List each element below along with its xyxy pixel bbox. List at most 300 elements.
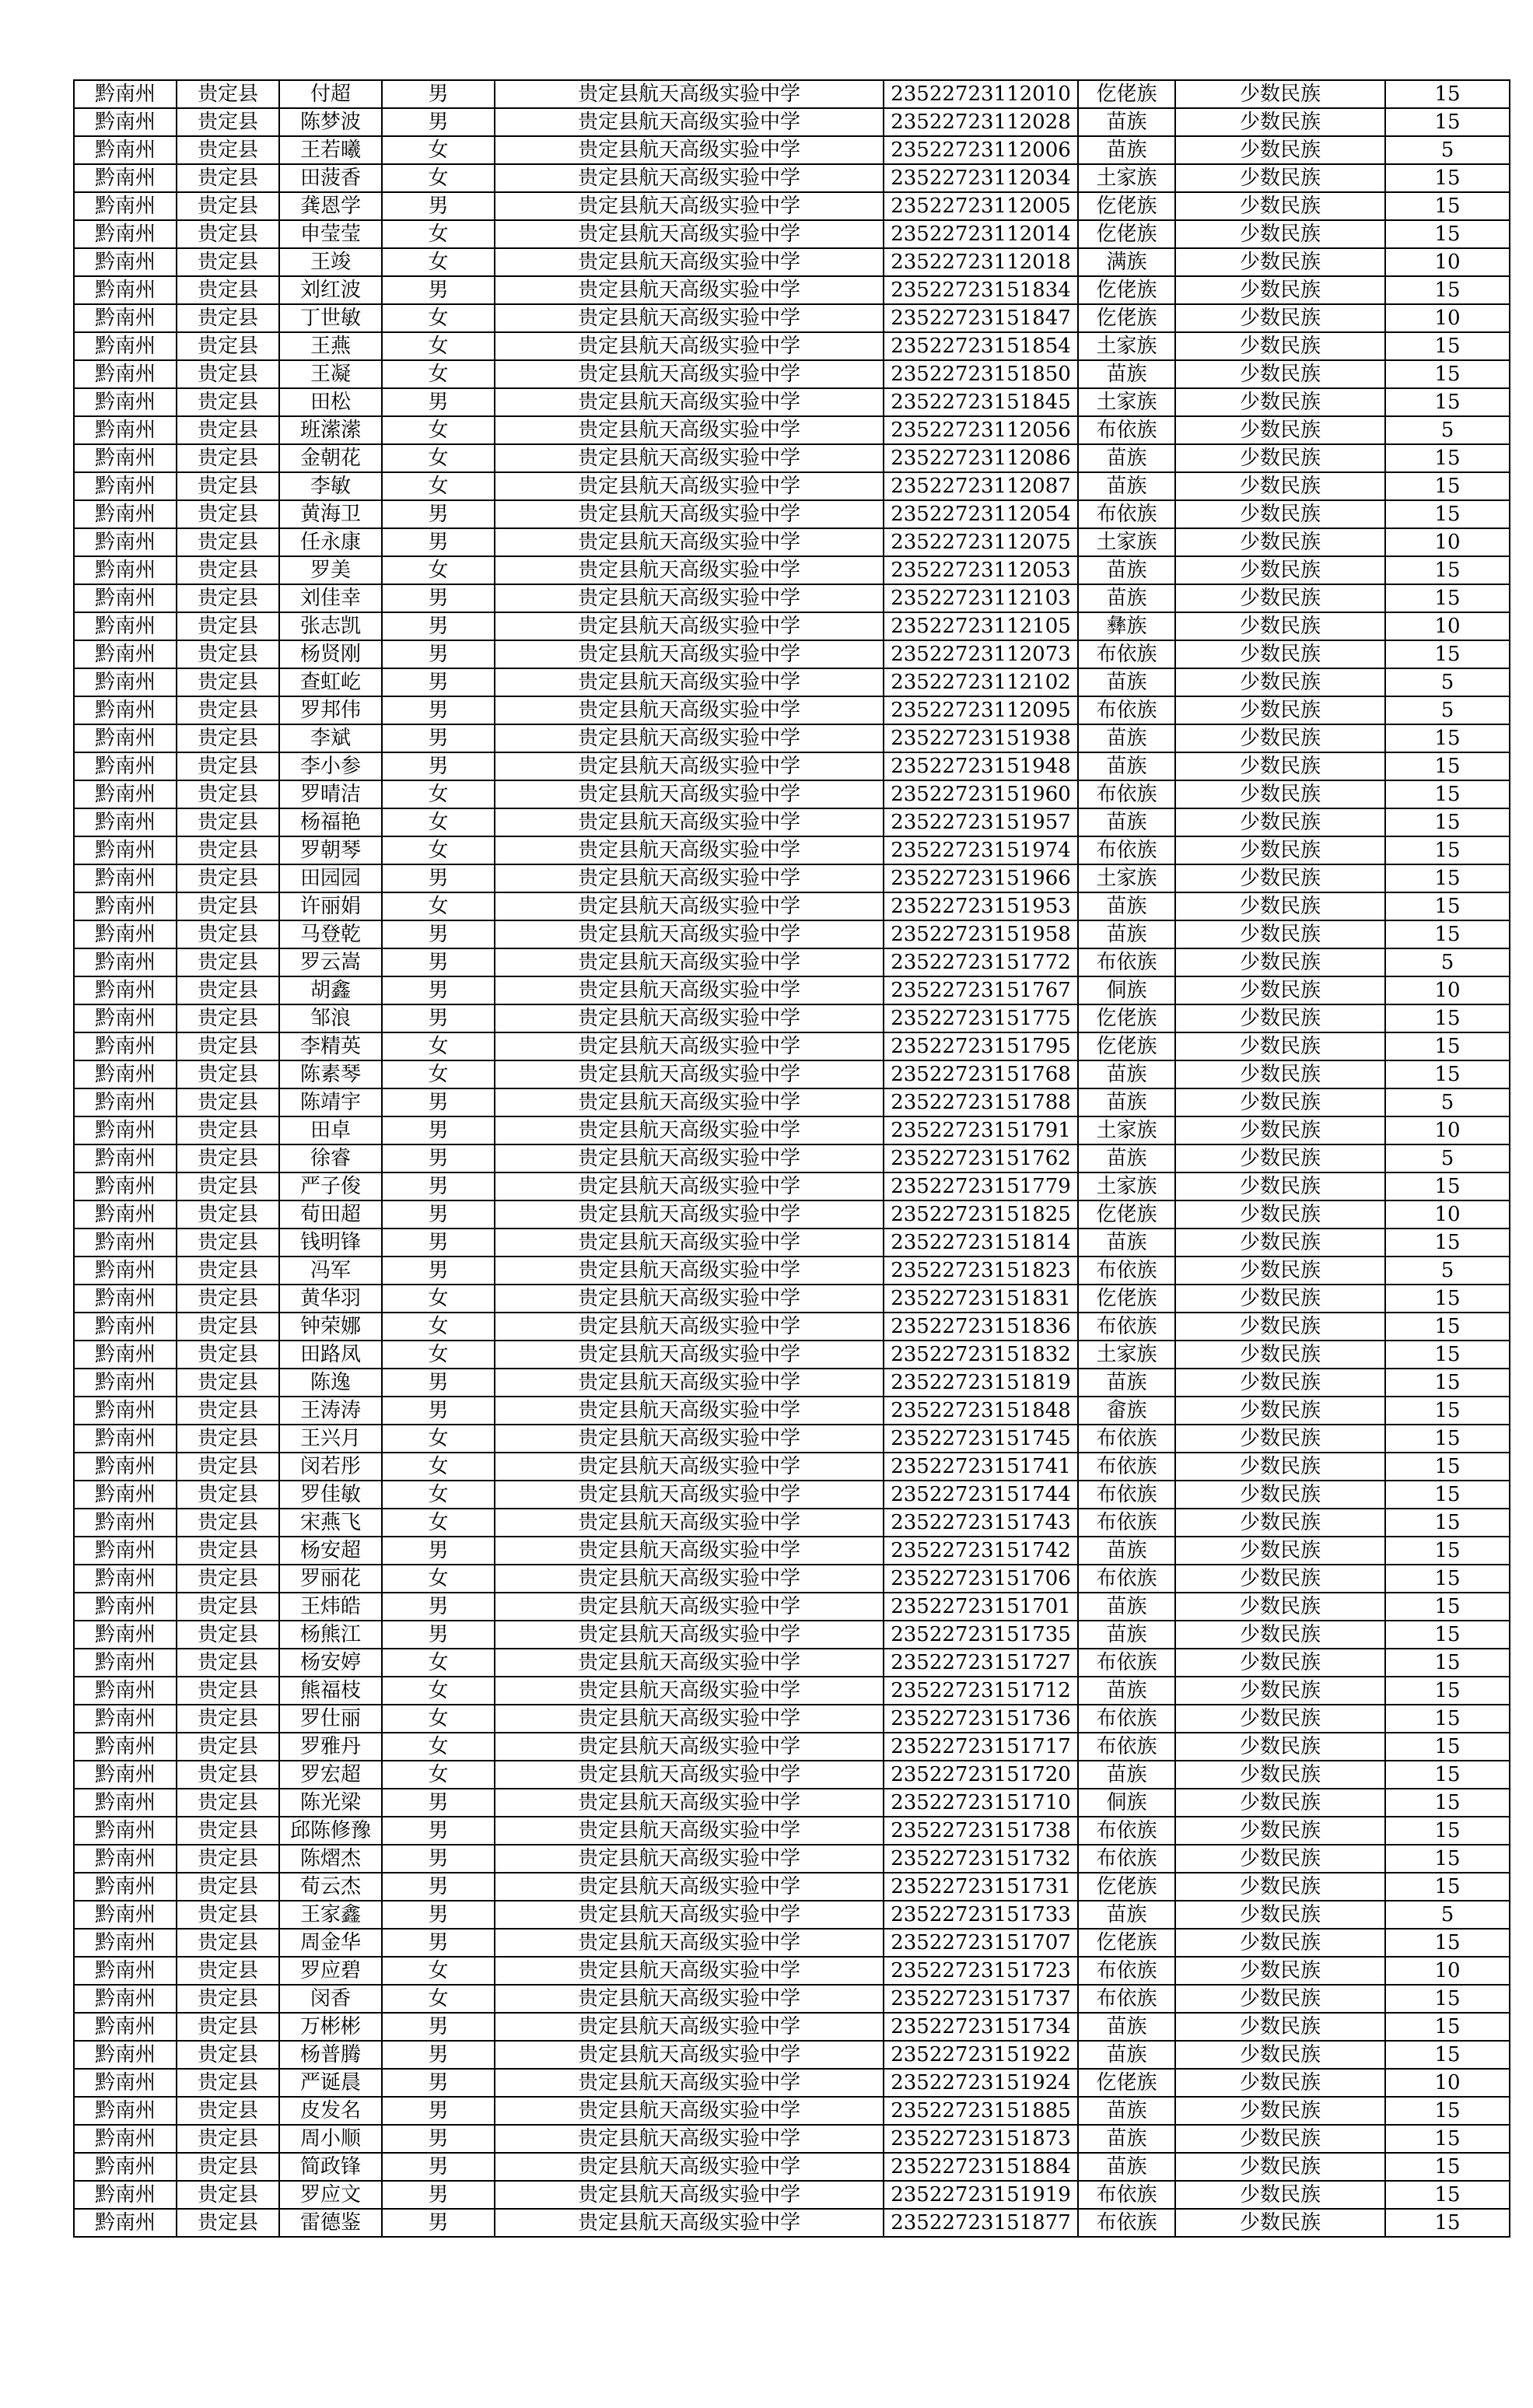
- county-cell: 贵定县: [177, 976, 279, 1004]
- table-row: [74, 892, 1510, 920]
- exam-id-cell: 23522723112006: [884, 136, 1078, 164]
- category-cell: 少数民族: [1175, 1649, 1385, 1677]
- school-cell: 贵定县航天高级实验中学: [495, 1088, 884, 1116]
- bonus-points-cell: 15: [1385, 1285, 1510, 1313]
- county-cell: 贵定县: [177, 1453, 279, 1481]
- bonus-points-cell: 15: [1385, 724, 1510, 752]
- school-cell: 贵定县航天高级实验中学: [495, 500, 884, 528]
- table-row: [74, 80, 1510, 108]
- gender-cell: 男: [382, 2013, 495, 2041]
- county-cell: 贵定县: [177, 1397, 279, 1425]
- exam-id-cell: 23522723151924: [884, 2069, 1078, 2097]
- county-cell: 贵定县: [177, 1929, 279, 1957]
- table-row: [74, 2153, 1510, 2181]
- ethnicity-cell: 土家族: [1078, 864, 1175, 892]
- category-cell: 少数民族: [1175, 1088, 1385, 1116]
- school-cell: 贵定县航天高级实验中学: [495, 948, 884, 976]
- county-cell: 贵定县: [177, 2153, 279, 2181]
- gender-cell: 男: [382, 2153, 495, 2181]
- gender-cell: 男: [382, 2125, 495, 2153]
- table-row: [74, 1369, 1510, 1397]
- category-cell: 少数民族: [1175, 136, 1385, 164]
- table-row: [74, 948, 1510, 976]
- gender-cell: 女: [382, 164, 495, 192]
- name-cell: 罗朝琴: [279, 836, 382, 864]
- exam-id-cell: 23522723151707: [884, 1929, 1078, 1957]
- prefecture-cell: 黔南州: [74, 1901, 177, 1929]
- county-cell: 贵定县: [177, 1845, 279, 1873]
- exam-id-cell: 23522723151723: [884, 1957, 1078, 1985]
- table-row: [74, 1453, 1510, 1481]
- name-cell: 罗美: [279, 556, 382, 584]
- exam-id-cell: 23522723112014: [884, 220, 1078, 248]
- exam-id-cell: 23522723151736: [884, 1705, 1078, 1733]
- gender-cell: 男: [382, 2209, 495, 2237]
- county-cell: 贵定县: [177, 360, 279, 388]
- table-row: [74, 1901, 1510, 1929]
- prefecture-cell: 黔南州: [74, 1649, 177, 1677]
- category-cell: 少数民族: [1175, 80, 1385, 108]
- prefecture-cell: 黔南州: [74, 1116, 177, 1144]
- ethnicity-cell: 侗族: [1078, 976, 1175, 1004]
- school-cell: 贵定县航天高级实验中学: [495, 1593, 884, 1621]
- county-cell: 贵定县: [177, 584, 279, 612]
- prefecture-cell: 黔南州: [74, 948, 177, 976]
- exam-id-cell: 23522723151744: [884, 1481, 1078, 1509]
- school-cell: 贵定县航天高级实验中学: [495, 1929, 884, 1957]
- exam-id-cell: 23522723112086: [884, 444, 1078, 472]
- name-cell: 罗佳敏: [279, 1481, 382, 1509]
- table-row: [74, 360, 1510, 388]
- gender-cell: 男: [382, 668, 495, 696]
- school-cell: 贵定县航天高级实验中学: [495, 1649, 884, 1677]
- county-cell: 贵定县: [177, 2069, 279, 2097]
- prefecture-cell: 黔南州: [74, 2153, 177, 2181]
- bonus-points-cell: 15: [1385, 388, 1510, 416]
- category-cell: 少数民族: [1175, 1004, 1385, 1032]
- exam-id-cell: 23522723151845: [884, 388, 1078, 416]
- name-cell: 陈光梁: [279, 1789, 382, 1817]
- table-row: [74, 1060, 1510, 1088]
- table-row: [74, 2125, 1510, 2153]
- exam-id-cell: 23522723112102: [884, 668, 1078, 696]
- bonus-points-cell: 10: [1385, 1200, 1510, 1229]
- category-cell: 少数民族: [1175, 1593, 1385, 1621]
- prefecture-cell: 黔南州: [74, 808, 177, 836]
- table-row: [74, 1873, 1510, 1901]
- school-cell: 贵定县航天高级实验中学: [495, 1425, 884, 1453]
- table-row: [74, 1593, 1510, 1621]
- prefecture-cell: 黔南州: [74, 1677, 177, 1705]
- school-cell: 贵定县航天高级实验中学: [495, 584, 884, 612]
- table-row: [74, 1929, 1510, 1957]
- category-cell: 少数民族: [1175, 1985, 1385, 2013]
- name-cell: 周金华: [279, 1929, 382, 1957]
- table-row: [74, 864, 1510, 892]
- gender-cell: 女: [382, 836, 495, 864]
- name-cell: 罗应文: [279, 2181, 382, 2209]
- name-cell: 罗宏超: [279, 1761, 382, 1789]
- name-cell: 陈熠杰: [279, 1845, 382, 1873]
- ethnicity-cell: 布依族: [1078, 696, 1175, 724]
- gender-cell: 男: [382, 1257, 495, 1285]
- bonus-points-cell: 10: [1385, 612, 1510, 640]
- ethnicity-cell: 苗族: [1078, 892, 1175, 920]
- county-cell: 贵定县: [177, 1285, 279, 1313]
- category-cell: 少数民族: [1175, 976, 1385, 1004]
- name-cell: 罗雅丹: [279, 1733, 382, 1761]
- gender-cell: 女: [382, 416, 495, 444]
- exam-id-cell: 23522723151850: [884, 360, 1078, 388]
- bonus-points-cell: 15: [1385, 1313, 1510, 1341]
- prefecture-cell: 黔南州: [74, 332, 177, 360]
- category-cell: 少数民族: [1175, 612, 1385, 640]
- gender-cell: 女: [382, 1509, 495, 1537]
- bonus-points-cell: 15: [1385, 2153, 1510, 2181]
- county-cell: 贵定县: [177, 1172, 279, 1200]
- ethnicity-cell: 苗族: [1078, 1677, 1175, 1705]
- bonus-points-cell: 15: [1385, 332, 1510, 360]
- county-cell: 贵定县: [177, 2097, 279, 2125]
- county-cell: 贵定县: [177, 612, 279, 640]
- bonus-points-cell: 15: [1385, 2181, 1510, 2209]
- category-cell: 少数民族: [1175, 276, 1385, 304]
- prefecture-cell: 黔南州: [74, 192, 177, 220]
- ethnicity-cell: 苗族: [1078, 1593, 1175, 1621]
- school-cell: 贵定县航天高级实验中学: [495, 136, 884, 164]
- exam-id-cell: 23522723151873: [884, 2125, 1078, 2153]
- name-cell: 简政锋: [279, 2153, 382, 2181]
- exam-id-cell: 23522723151884: [884, 2153, 1078, 2181]
- bonus-points-cell: 15: [1385, 472, 1510, 500]
- school-cell: 贵定县航天高级实验中学: [495, 612, 884, 640]
- exam-id-cell: 23522723112005: [884, 192, 1078, 220]
- bonus-points-cell: 15: [1385, 1677, 1510, 1705]
- name-cell: 王燕: [279, 332, 382, 360]
- county-cell: 贵定县: [177, 2041, 279, 2069]
- exam-id-cell: 23522723151742: [884, 1537, 1078, 1565]
- bonus-points-cell: 5: [1385, 696, 1510, 724]
- ethnicity-cell: 仡佬族: [1078, 1929, 1175, 1957]
- table-row: [74, 1285, 1510, 1313]
- category-cell: 少数民族: [1175, 248, 1385, 276]
- exam-id-cell: 23522723151788: [884, 1088, 1078, 1116]
- ethnicity-cell: 苗族: [1078, 1060, 1175, 1088]
- category-cell: 少数民族: [1175, 2125, 1385, 2153]
- category-cell: 少数民族: [1175, 1565, 1385, 1593]
- gender-cell: 男: [382, 1789, 495, 1817]
- name-cell: 王若曦: [279, 136, 382, 164]
- name-cell: 陈逸: [279, 1369, 382, 1397]
- county-cell: 贵定县: [177, 1705, 279, 1733]
- bonus-points-cell: 15: [1385, 1397, 1510, 1425]
- category-cell: 少数民族: [1175, 1453, 1385, 1481]
- prefecture-cell: 黔南州: [74, 2041, 177, 2069]
- ethnicity-cell: 苗族: [1078, 584, 1175, 612]
- bonus-points-cell: 15: [1385, 1229, 1510, 1257]
- name-cell: 罗丽花: [279, 1565, 382, 1593]
- name-cell: 王竣: [279, 248, 382, 276]
- bonus-points-cell: 15: [1385, 1593, 1510, 1621]
- ethnicity-cell: 仡佬族: [1078, 80, 1175, 108]
- school-cell: 贵定县航天高级实验中学: [495, 444, 884, 472]
- ethnicity-cell: 苗族: [1078, 444, 1175, 472]
- school-cell: 贵定县航天高级实验中学: [495, 668, 884, 696]
- table-row: [74, 416, 1510, 444]
- school-cell: 贵定县航天高级实验中学: [495, 1817, 884, 1845]
- table-row: [74, 1313, 1510, 1341]
- roster-sheet: [73, 79, 1510, 2238]
- gender-cell: 女: [382, 780, 495, 808]
- bonus-points-cell: 15: [1385, 1705, 1510, 1733]
- prefecture-cell: 黔南州: [74, 248, 177, 276]
- school-cell: 贵定县航天高级实验中学: [495, 1257, 884, 1285]
- school-cell: 贵定县航天高级实验中学: [495, 556, 884, 584]
- bonus-points-cell: 15: [1385, 836, 1510, 864]
- ethnicity-cell: 布依族: [1078, 1425, 1175, 1453]
- ethnicity-cell: 土家族: [1078, 528, 1175, 556]
- table-row: [74, 248, 1510, 276]
- gender-cell: 女: [382, 1032, 495, 1060]
- category-cell: 少数民族: [1175, 1873, 1385, 1901]
- exam-id-cell: 23522723151938: [884, 724, 1078, 752]
- prefecture-cell: 黔南州: [74, 640, 177, 668]
- school-cell: 贵定县航天高级实验中学: [495, 1733, 884, 1761]
- gender-cell: 男: [382, 724, 495, 752]
- name-cell: 徐睿: [279, 1144, 382, 1172]
- county-cell: 贵定县: [177, 1229, 279, 1257]
- gender-cell: 女: [382, 1481, 495, 1509]
- school-cell: 贵定县航天高级实验中学: [495, 2069, 884, 2097]
- table-row: [74, 696, 1510, 724]
- exam-id-cell: 23522723151832: [884, 1341, 1078, 1369]
- name-cell: 罗云嵩: [279, 948, 382, 976]
- bonus-points-cell: 15: [1385, 2209, 1510, 2237]
- county-cell: 贵定县: [177, 304, 279, 332]
- bonus-points-cell: 15: [1385, 2013, 1510, 2041]
- county-cell: 贵定县: [177, 752, 279, 780]
- gender-cell: 女: [382, 1060, 495, 1088]
- bonus-points-cell: 15: [1385, 2041, 1510, 2069]
- county-cell: 贵定县: [177, 108, 279, 136]
- bonus-points-cell: 15: [1385, 640, 1510, 668]
- school-cell: 贵定县航天高级实验中学: [495, 1032, 884, 1060]
- county-cell: 贵定县: [177, 1060, 279, 1088]
- category-cell: 少数民族: [1175, 472, 1385, 500]
- school-cell: 贵定县航天高级实验中学: [495, 528, 884, 556]
- category-cell: 少数民族: [1175, 864, 1385, 892]
- ethnicity-cell: 苗族: [1078, 752, 1175, 780]
- gender-cell: 男: [382, 192, 495, 220]
- prefecture-cell: 黔南州: [74, 1733, 177, 1761]
- prefecture-cell: 黔南州: [74, 2013, 177, 2041]
- table-row: [74, 2097, 1510, 2125]
- prefecture-cell: 黔南州: [74, 108, 177, 136]
- bonus-points-cell: 15: [1385, 1817, 1510, 1845]
- school-cell: 贵定县航天高级实验中学: [495, 1004, 884, 1032]
- gender-cell: 男: [382, 948, 495, 976]
- bonus-points-cell: 10: [1385, 2069, 1510, 2097]
- ethnicity-cell: 布依族: [1078, 1845, 1175, 1873]
- ethnicity-cell: 仡佬族: [1078, 2069, 1175, 2097]
- bonus-points-cell: 15: [1385, 2125, 1510, 2153]
- gender-cell: 女: [382, 444, 495, 472]
- gender-cell: 女: [382, 332, 495, 360]
- table-row: [74, 164, 1510, 192]
- school-cell: 贵定县航天高级实验中学: [495, 724, 884, 752]
- name-cell: 班潆潆: [279, 416, 382, 444]
- prefecture-cell: 黔南州: [74, 724, 177, 752]
- exam-id-cell: 23522723151795: [884, 1032, 1078, 1060]
- school-cell: 贵定县航天高级实验中学: [495, 976, 884, 1004]
- bonus-points-cell: 15: [1385, 864, 1510, 892]
- category-cell: 少数民族: [1175, 1116, 1385, 1144]
- exam-id-cell: 23522723151720: [884, 1761, 1078, 1789]
- name-cell: 杨普腾: [279, 2041, 382, 2069]
- category-cell: 少数民族: [1175, 1313, 1385, 1341]
- category-cell: 少数民族: [1175, 2097, 1385, 2125]
- county-cell: 贵定县: [177, 444, 279, 472]
- exam-id-cell: 23522723112056: [884, 416, 1078, 444]
- bonus-points-cell: 10: [1385, 248, 1510, 276]
- category-cell: 少数民族: [1175, 780, 1385, 808]
- category-cell: 少数民族: [1175, 304, 1385, 332]
- bonus-points-cell: 15: [1385, 1845, 1510, 1873]
- table-row: [74, 1032, 1510, 1060]
- prefecture-cell: 黔南州: [74, 136, 177, 164]
- exam-id-cell: 23522723151922: [884, 2041, 1078, 2069]
- exam-id-cell: 23522723151743: [884, 1509, 1078, 1537]
- name-cell: 万彬彬: [279, 2013, 382, 2041]
- table-row: [74, 1537, 1510, 1565]
- county-cell: 贵定县: [177, 1761, 279, 1789]
- ethnicity-cell: 苗族: [1078, 2153, 1175, 2181]
- school-cell: 贵定县航天高级实验中学: [495, 1509, 884, 1537]
- name-cell: 荀云杰: [279, 1873, 382, 1901]
- exam-id-cell: 23522723151732: [884, 1845, 1078, 1873]
- bonus-points-cell: 15: [1385, 164, 1510, 192]
- table-row: [74, 1088, 1510, 1116]
- table-row: [74, 136, 1510, 164]
- prefecture-cell: 黔南州: [74, 836, 177, 864]
- table-row: [74, 1705, 1510, 1733]
- ethnicity-cell: 布依族: [1078, 1649, 1175, 1677]
- gender-cell: 女: [382, 1985, 495, 2013]
- bonus-points-cell: 10: [1385, 528, 1510, 556]
- exam-id-cell: 23522723151974: [884, 836, 1078, 864]
- prefecture-cell: 黔南州: [74, 696, 177, 724]
- name-cell: 任永康: [279, 528, 382, 556]
- exam-id-cell: 23522723151710: [884, 1789, 1078, 1817]
- bonus-points-cell: 15: [1385, 276, 1510, 304]
- bonus-points-cell: 15: [1385, 1789, 1510, 1817]
- prefecture-cell: 黔南州: [74, 1144, 177, 1172]
- name-cell: 邹浪: [279, 1004, 382, 1032]
- exam-id-cell: 23522723151738: [884, 1817, 1078, 1845]
- county-cell: 贵定县: [177, 248, 279, 276]
- bonus-points-cell: 10: [1385, 304, 1510, 332]
- county-cell: 贵定县: [177, 500, 279, 528]
- name-cell: 田路凤: [279, 1341, 382, 1369]
- prefecture-cell: 黔南州: [74, 1817, 177, 1845]
- bonus-points-cell: 15: [1385, 220, 1510, 248]
- gender-cell: 男: [382, 2181, 495, 2209]
- name-cell: 钟荣娜: [279, 1313, 382, 1341]
- school-cell: 贵定县航天高级实验中学: [495, 1341, 884, 1369]
- school-cell: 贵定县航天高级实验中学: [495, 108, 884, 136]
- prefecture-cell: 黔南州: [74, 976, 177, 1004]
- name-cell: 许丽娟: [279, 892, 382, 920]
- school-cell: 贵定县航天高级实验中学: [495, 1705, 884, 1733]
- school-cell: 贵定县航天高级实验中学: [495, 1200, 884, 1229]
- ethnicity-cell: 仡佬族: [1078, 192, 1175, 220]
- ethnicity-cell: 苗族: [1078, 136, 1175, 164]
- prefecture-cell: 黔南州: [74, 1229, 177, 1257]
- category-cell: 少数民族: [1175, 1845, 1385, 1873]
- ethnicity-cell: 苗族: [1078, 108, 1175, 136]
- gender-cell: 女: [382, 1313, 495, 1341]
- school-cell: 贵定县航天高级实验中学: [495, 1116, 884, 1144]
- school-cell: 贵定县航天高级实验中学: [495, 304, 884, 332]
- gender-cell: 男: [382, 752, 495, 780]
- county-cell: 贵定县: [177, 1369, 279, 1397]
- ethnicity-cell: 苗族: [1078, 1229, 1175, 1257]
- category-cell: 少数民族: [1175, 500, 1385, 528]
- name-cell: 钱明锋: [279, 1229, 382, 1257]
- roster-table: [73, 79, 1510, 2238]
- table-row: [74, 1004, 1510, 1032]
- name-cell: 王炜皓: [279, 1593, 382, 1621]
- school-cell: 贵定县航天高级实验中学: [495, 1060, 884, 1088]
- table-row: [74, 1817, 1510, 1845]
- category-cell: 少数民族: [1175, 360, 1385, 388]
- exam-id-cell: 23522723151727: [884, 1649, 1078, 1677]
- school-cell: 贵定县航天高级实验中学: [495, 696, 884, 724]
- exam-id-cell: 23522723151767: [884, 976, 1078, 1004]
- name-cell: 严子俊: [279, 1172, 382, 1200]
- ethnicity-cell: 苗族: [1078, 1761, 1175, 1789]
- table-row: [74, 276, 1510, 304]
- school-cell: 贵定县航天高级实验中学: [495, 360, 884, 388]
- prefecture-cell: 黔南州: [74, 1425, 177, 1453]
- category-cell: 少数民族: [1175, 1397, 1385, 1425]
- name-cell: 罗邦伟: [279, 696, 382, 724]
- table-row: [74, 1761, 1510, 1789]
- table-row: [74, 2013, 1510, 2041]
- exam-id-cell: 23522723151741: [884, 1453, 1078, 1481]
- county-cell: 贵定县: [177, 1116, 279, 1144]
- prefecture-cell: 黔南州: [74, 2097, 177, 2125]
- school-cell: 贵定县航天高级实验中学: [495, 1873, 884, 1901]
- category-cell: 少数民族: [1175, 1817, 1385, 1845]
- ethnicity-cell: 布依族: [1078, 836, 1175, 864]
- county-cell: 贵定县: [177, 1341, 279, 1369]
- table-row: [74, 808, 1510, 836]
- ethnicity-cell: 土家族: [1078, 1116, 1175, 1144]
- school-cell: 贵定县航天高级实验中学: [495, 1761, 884, 1789]
- school-cell: 贵定县航天高级实验中学: [495, 1677, 884, 1705]
- prefecture-cell: 黔南州: [74, 528, 177, 556]
- prefecture-cell: 黔南州: [74, 1621, 177, 1649]
- exam-id-cell: 23522723151737: [884, 1985, 1078, 2013]
- county-cell: 贵定县: [177, 1257, 279, 1285]
- exam-id-cell: 23522723112073: [884, 640, 1078, 668]
- name-cell: 陈靖宇: [279, 1088, 382, 1116]
- bonus-points-cell: 15: [1385, 1060, 1510, 1088]
- prefecture-cell: 黔南州: [74, 1172, 177, 1200]
- county-cell: 贵定县: [177, 920, 279, 948]
- ethnicity-cell: 布依族: [1078, 1817, 1175, 1845]
